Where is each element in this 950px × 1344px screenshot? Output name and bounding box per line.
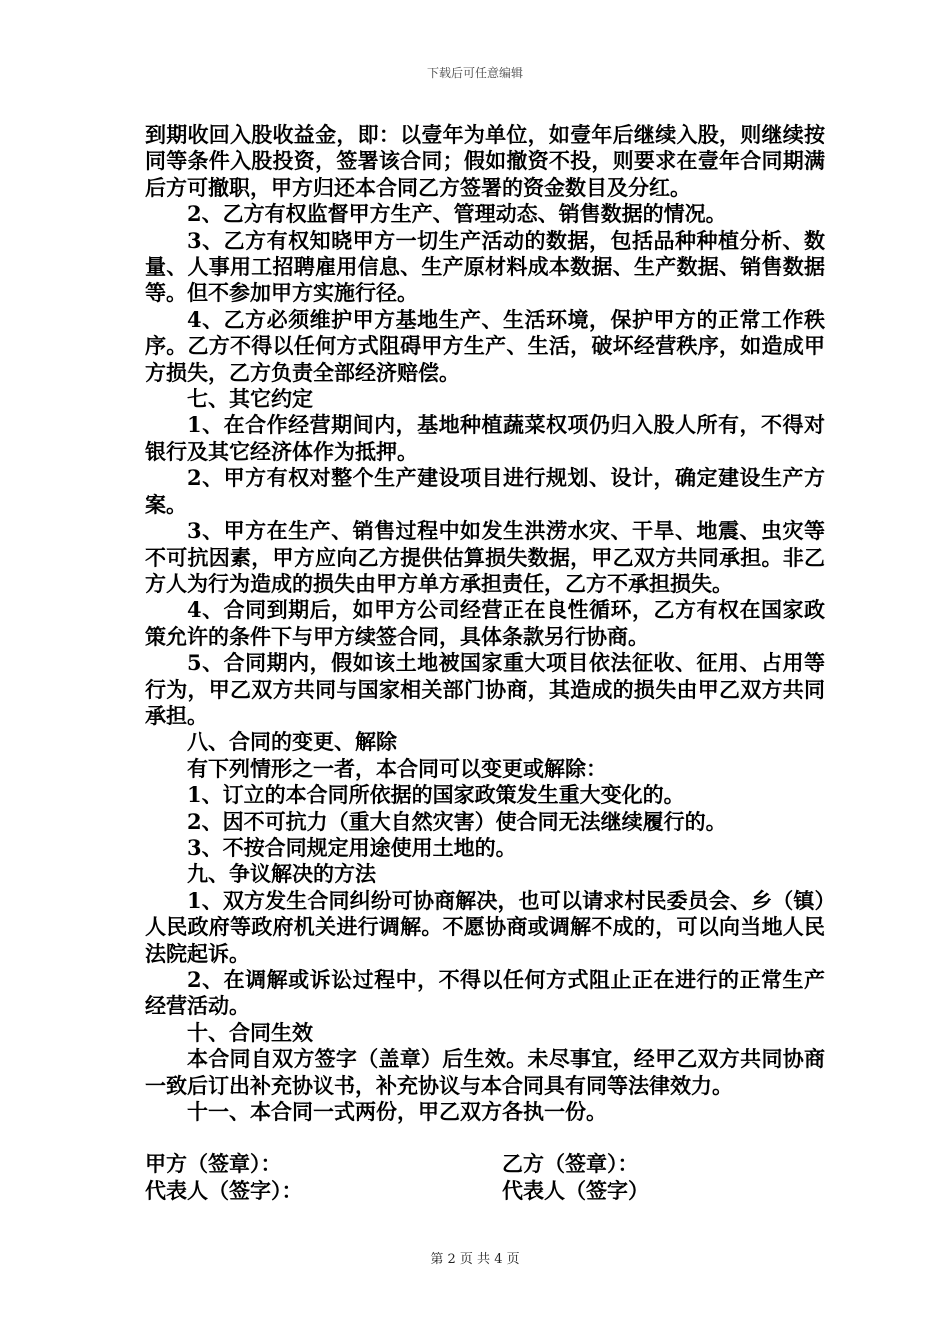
- paragraph-7-2: 2、甲方有权对整个生产建设项目进行规划、设计，确定建设生产方案。: [145, 465, 825, 517]
- paragraph-clause-3: 3、乙方有权知晓甲方一切生产活动的数据，包括品种种植分析、数量、人事用工招聘雇用信息、生产原材料成本数据、生产数据、销售数据等。但不参加甲方实施行径。: [145, 227, 825, 306]
- signature-row-representative: [145, 1178, 825, 1204]
- signature-row-seal: [145, 1151, 825, 1177]
- page-header: 下载后可任意编辑: [426, 66, 523, 80]
- party-b-rep-label: 代表人（签字）: [502, 1177, 649, 1203]
- party-b-seal-label: 乙方（签章）：: [502, 1151, 639, 1177]
- paragraph-7-4: 4、合同到期后，如甲方公司经营正在良性循环，乙方有权在国家政策允许的条件下与甲方续签合同，具体条款另行协商。: [145, 597, 825, 649]
- paragraph-8-2: 2、因不可抗力（重大自然灾害）使合同无法继续履行的。: [187, 808, 727, 834]
- paragraph-continuation: 到期收回入股收益金，即：以壹年为单位，如壹年后继续入股，则继续按同等条件入股投资，签署该合同；假如撤资不投，则要求在壹年合同期满后方可撤职，甲方归还本合同乙方签署的资金数目及分红。: [145, 122, 825, 200]
- paragraph-9-2: 2、在调解或诉讼过程中，不得以任何方式阻止正在进行的正常生产经营活动。: [145, 967, 825, 1019]
- contract-body: [145, 122, 825, 1204]
- section-heading-9: 九、争议解决的方法: [187, 861, 376, 887]
- paragraph-10-1: 本合同自双方签字（盖章）后生效。未尽事宜，经甲乙双方共同协商一致后订出补充协议书，补充协议与本合同具有同等法律效力。: [145, 1046, 825, 1098]
- paragraph-7-5: 5、合同期内，假如该土地被国家重大项目依法征收、征用、占用等行为，甲乙双方共同与国家相关部门协商，其造成的损失由甲乙双方共同承担。: [145, 650, 825, 728]
- section-heading-11: 十一、本合同一式两份，甲乙双方各执一份。: [187, 1099, 607, 1125]
- paragraph-7-1: 1、在合作经营期间内，基地种植蔬菜权项仍归入股人所有，不得对银行及其它经济体作为抵押。: [145, 412, 825, 464]
- paragraph-clause-2: 2、乙方有权监督甲方生产、管理动态、销售数据的情况。: [187, 201, 727, 227]
- signature-spacer: [145, 1125, 825, 1151]
- paragraph-8-3: 3、不按合同规定用途使用土地的。: [187, 834, 517, 860]
- page-footer: 第 2 页 共 4 页: [430, 1252, 520, 1267]
- paragraph-9-1: 1、双方发生合同纠纷可协商解决，也可以请求村民委员会、乡（镇）人民政府等政府机关进行调解。不愿协商或调解不成的，可以向当地人民法院起诉。: [145, 887, 825, 966]
- party-a-seal-label: 甲方（签章）：: [145, 1151, 282, 1177]
- paragraph-8-intro: 有下列情形之一者，本合同可以变更或解除：: [187, 755, 607, 781]
- section-heading-8: 八、合同的变更、解除: [187, 729, 397, 755]
- paragraph-8-1: 1、订立的本合同所依据的国家政策发生重大变化的。: [187, 782, 685, 808]
- paragraph-7-3: 3、甲方在生产、销售过程中如发生洪涝水灾、干旱、地震、虫灾等不可抗因素，甲方应向乙方提供估算损失数据，甲乙双方共同承担。非乙方人为行为造成的损失由甲方单方承担责任，乙方不承担损失。: [145, 518, 825, 596]
- party-a-rep-label: 代表人（签字）：: [145, 1177, 303, 1203]
- section-heading-7: 七、其它约定: [187, 386, 313, 412]
- section-heading-10: 十、合同生效: [187, 1019, 313, 1045]
- paragraph-clause-4: 4、乙方必须维护甲方基地生产、生活环境，保护甲方的正常工作秩序。乙方不得以任何方式阻碍甲方生产、生活，破坏经营秩序，如造成甲方损失，乙方负责全部经济赔偿。: [145, 306, 825, 385]
